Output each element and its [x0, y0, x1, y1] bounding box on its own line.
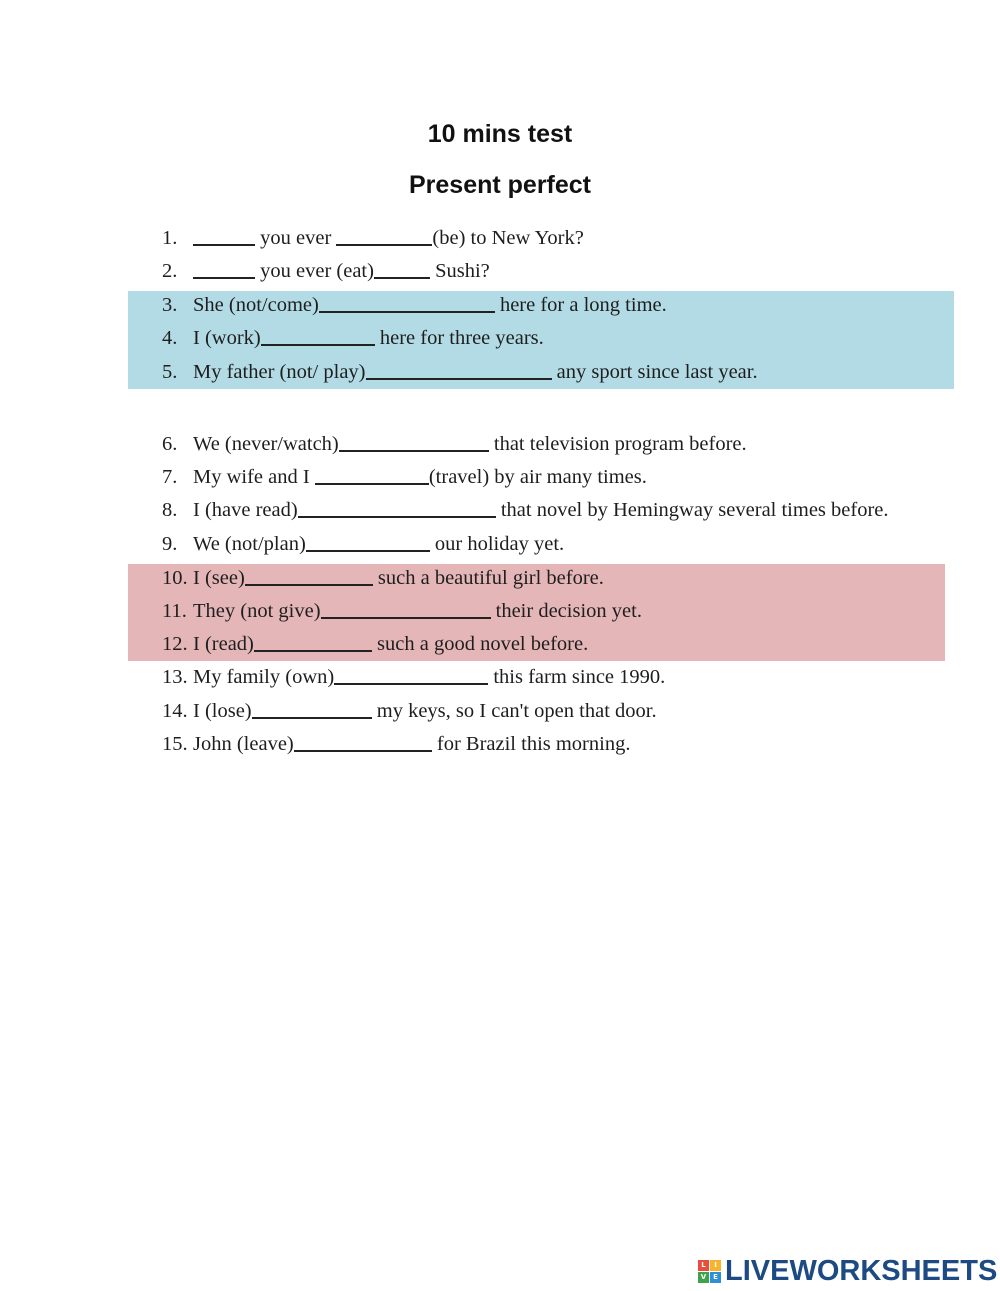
answer-blank[interactable]: [321, 599, 491, 619]
item-text: My father (not/ play): [193, 361, 366, 383]
answer-blank[interactable]: [245, 566, 373, 586]
item-number: 8.: [162, 499, 178, 521]
item-number: 5.: [162, 361, 178, 383]
item-number: 14.: [162, 700, 188, 722]
item-text: you ever (eat): [255, 260, 374, 282]
brand-name: LIVEWORKSHEETS: [725, 1254, 998, 1287]
item-text: They (not give): [193, 600, 321, 622]
answer-blank[interactable]: [294, 732, 432, 752]
item-text: any sport since last year.: [551, 361, 758, 383]
item-number: 10.: [162, 567, 188, 589]
item-text: I (have read): [193, 499, 298, 521]
item-text: My wife and I: [193, 466, 315, 488]
item-text: my keys, so I can't open that door.: [371, 700, 657, 722]
page-subtitle: Present perfect: [408, 171, 592, 199]
logo-letter: L: [698, 1260, 709, 1271]
item-number: 1.: [162, 227, 178, 249]
exercise-item: [162, 223, 584, 253]
exercise-item: [162, 495, 889, 525]
item-text: you ever: [255, 227, 337, 249]
item-text: our holiday yet.: [429, 533, 565, 555]
item-number: 11.: [162, 600, 187, 622]
item-text: such a beautiful girl before.: [372, 567, 604, 589]
item-text: We (never/watch): [193, 433, 339, 455]
item-text: I (see): [193, 567, 245, 589]
answer-blank[interactable]: [254, 632, 372, 652]
answer-blank[interactable]: [261, 326, 375, 346]
answer-blank[interactable]: [334, 665, 488, 685]
item-text: (travel) by air many times.: [428, 466, 647, 488]
item-number: 3.: [162, 294, 178, 316]
logo-letter: V: [698, 1272, 709, 1283]
item-text: Sushi?: [429, 260, 490, 282]
answer-blank[interactable]: [306, 532, 430, 552]
exercise-item: [162, 529, 564, 559]
item-text: She (not/come): [193, 294, 319, 316]
answer-blank[interactable]: [252, 699, 372, 719]
exercise-item: [162, 323, 544, 353]
answer-blank[interactable]: [315, 465, 429, 485]
item-number: 4.: [162, 327, 178, 349]
item-number: 15.: [162, 733, 188, 755]
exercise-item: [162, 662, 665, 692]
answer-blank[interactable]: [193, 259, 255, 279]
logo-icon: [698, 1260, 721, 1283]
item-number: 2.: [162, 260, 178, 282]
item-number: 12.: [162, 633, 188, 655]
logo-letter: I: [710, 1260, 721, 1271]
exercise-item: [162, 596, 642, 626]
exercise-item: [162, 729, 630, 759]
item-text: that novel by Hemingway several times before.: [495, 499, 889, 521]
item-text: this farm since 1990.: [488, 666, 666, 688]
answer-blank[interactable]: [366, 360, 552, 380]
exercise-item: [162, 290, 667, 320]
answer-blank[interactable]: [298, 498, 496, 518]
item-text: that television program before.: [488, 433, 747, 455]
item-text: here for a long time.: [494, 294, 667, 316]
exercise-item: [162, 429, 747, 459]
exercise-item: [162, 256, 490, 286]
liveworksheets-logo: [698, 1254, 997, 1288]
exercise-item: [162, 696, 657, 726]
item-number: 13.: [162, 666, 188, 688]
item-text: John (leave): [193, 733, 294, 755]
logo-letter: E: [710, 1272, 721, 1283]
item-text: such a good novel before.: [371, 633, 589, 655]
item-number: 6.: [162, 433, 178, 455]
item-text: for Brazil this morning.: [431, 733, 631, 755]
exercise-item: [162, 563, 604, 593]
item-text: their decision yet.: [490, 600, 642, 622]
item-number: 7.: [162, 466, 178, 488]
item-text: My family (own): [193, 666, 335, 688]
exercise-item: [162, 462, 647, 492]
exercise-item: [162, 357, 758, 387]
answer-blank[interactable]: [336, 226, 432, 246]
page-title: 10 mins test: [427, 120, 573, 148]
item-text: We (not/plan): [193, 533, 306, 555]
answer-blank[interactable]: [193, 226, 255, 246]
item-text: (be) to New York?: [432, 227, 584, 249]
item-text: I (read): [193, 633, 254, 655]
item-text: here for three years.: [374, 327, 544, 349]
answer-blank[interactable]: [339, 432, 489, 452]
exercise-item: [162, 629, 588, 659]
item-number: 9.: [162, 533, 178, 555]
item-text: I (lose): [193, 700, 252, 722]
answer-blank[interactable]: [374, 259, 430, 279]
answer-blank[interactable]: [319, 293, 495, 313]
item-text: I (work): [193, 327, 261, 349]
